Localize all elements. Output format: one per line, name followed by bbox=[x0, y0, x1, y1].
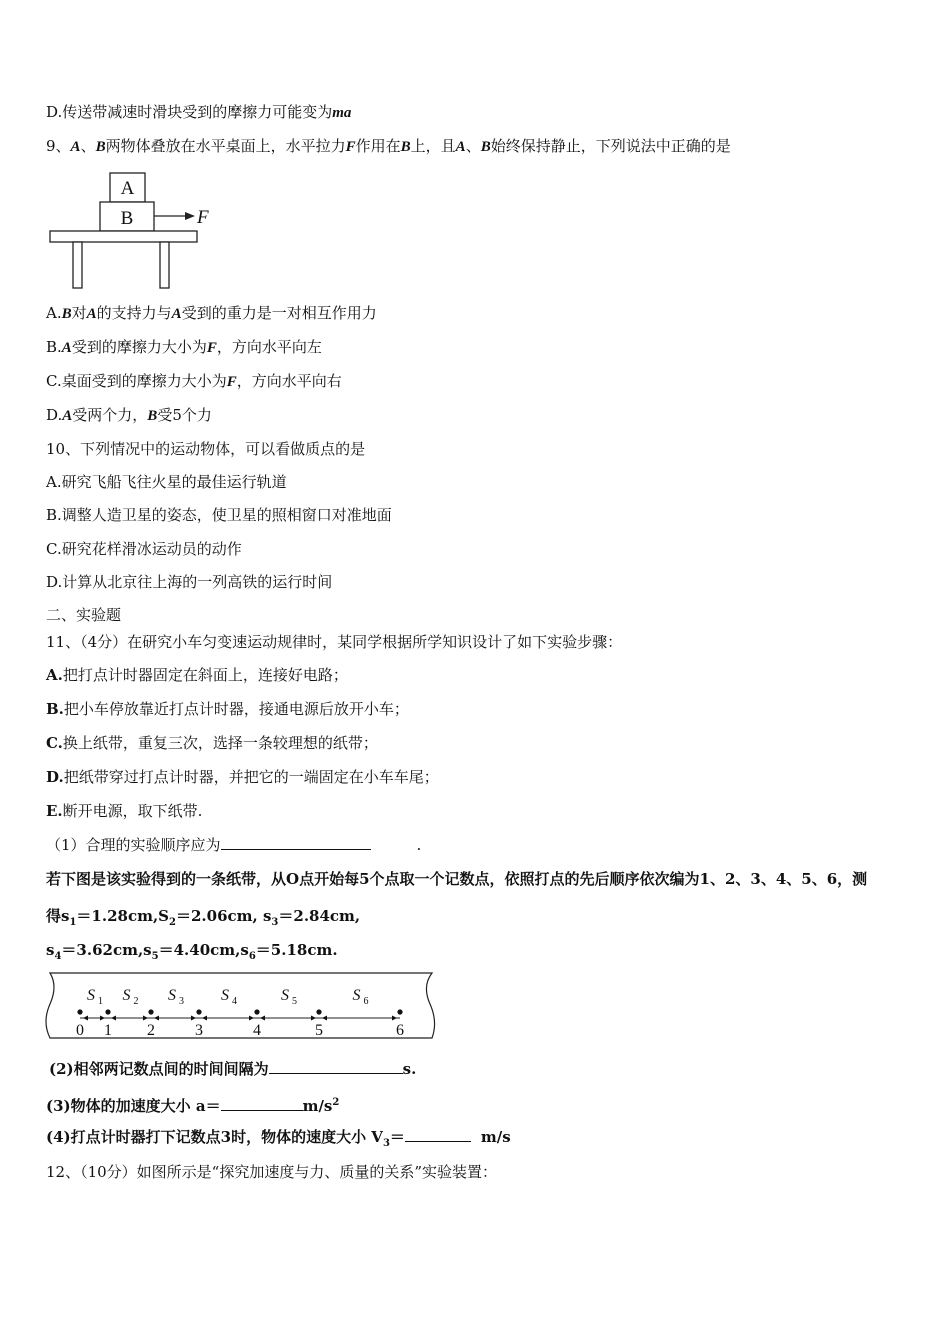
section-heading: 二、实验题 bbox=[46, 606, 122, 624]
q11-stem: 11、（4分）在研究小车匀变速运动规律时，某同学根据所学知识设计了如下实验步骤： bbox=[46, 633, 623, 651]
segment-label-sub-1: 1 bbox=[98, 996, 103, 1007]
q11-step-c: C.换上纸带，重复三次，选择一条较理想的纸带； bbox=[46, 734, 378, 752]
segment-label-sub-3: 3 bbox=[179, 996, 184, 1007]
force-arrowhead bbox=[185, 212, 195, 220]
q9-stem: 9、A、B两物体叠放在水平桌面上，水平拉力F作用在B上，且A、B始终保持静止，下列说法中正确的是 bbox=[46, 137, 731, 155]
q10-option-a: A.研究飞船飞往火星的最佳运行轨道 bbox=[46, 473, 287, 491]
paper-tape-figure bbox=[44, 970, 444, 1042]
tape-point-label-3: 3 bbox=[195, 1022, 203, 1039]
segment-label-4: S bbox=[221, 987, 229, 1004]
tape-dot-4 bbox=[254, 1009, 259, 1014]
tape-dot-6 bbox=[397, 1009, 402, 1014]
tape-dot-1 bbox=[105, 1009, 110, 1014]
tape-point-label-4: 4 bbox=[253, 1022, 261, 1039]
tape-point-label-1: 1 bbox=[104, 1022, 112, 1039]
q10-stem: 10、下列情况中的运动物体，可以看做质点的是 bbox=[46, 440, 366, 458]
tape-dot-5 bbox=[316, 1009, 321, 1014]
q11-step-b: B.把小车停放靠近打点计时器，接通电源后放开小车； bbox=[46, 700, 409, 718]
tape-point-label-5: 5 bbox=[315, 1022, 323, 1039]
segment-label-sub-4: 4 bbox=[232, 996, 237, 1007]
answer-blank-1[interactable] bbox=[221, 835, 371, 850]
q8-option-d: D.传送带减速时滑块受到的摩擦力可能变为ma bbox=[46, 103, 352, 121]
q10-option-b: B.调整人造卫星的姿态，使卫星的照相窗口对准地面 bbox=[46, 506, 392, 524]
block-a-label: A bbox=[120, 178, 135, 199]
segment-label-sub-2: 2 bbox=[133, 996, 139, 1007]
q11-step-e: E.断开电源，取下纸带. bbox=[46, 802, 203, 820]
q10-option-d: D.计算从北京往上海的一列高铁的运行时间 bbox=[46, 573, 333, 591]
segment-label-sub-6: 6 bbox=[363, 996, 369, 1007]
segment-label-2: S bbox=[122, 987, 131, 1004]
q9-option-b: B.A受到的摩擦力大小为F，方向水平向左 bbox=[46, 338, 322, 356]
segment-label-6: S bbox=[352, 987, 361, 1004]
q11-part2: (2)相邻两记数点间的时间间隔为 s. bbox=[49, 1060, 417, 1078]
answer-blank-2[interactable] bbox=[269, 1059, 403, 1074]
q10-option-c: C.研究花样滑冰运动员的动作 bbox=[46, 540, 242, 558]
q11-step-d: D.把纸带穿过打点计时器，并把它的一端固定在小车车尾； bbox=[46, 768, 439, 786]
table-top bbox=[50, 231, 197, 242]
segment-label-1: S bbox=[87, 987, 95, 1004]
tape-dot-0 bbox=[77, 1009, 82, 1014]
q11-measurements-2: $s_4=3.62cm,s_5=4.40cm,s_6=5.18cm$. bbox=[46, 941, 338, 962]
answer-blank-4[interactable] bbox=[405, 1127, 471, 1142]
q9-option-d: D.A受两个力，B受5个力 bbox=[46, 406, 212, 424]
tape-point-label-6: 6 bbox=[396, 1022, 404, 1039]
segment-label-sub-5: 5 bbox=[292, 996, 297, 1007]
table-leg-left bbox=[73, 242, 82, 288]
q11-measurements-1: 得$s_1=1.28cm,S_2=2.06cm$, $s_3=2.84cm$, bbox=[46, 907, 361, 928]
segment-label-5: S bbox=[281, 987, 289, 1004]
tape-point-label-0: 0 bbox=[76, 1022, 84, 1039]
tape-point-label-2: 2 bbox=[147, 1022, 155, 1039]
q11-part3: (3)物体的加速度大小 $a= m/s^2$ bbox=[46, 1097, 340, 1115]
force-label: F bbox=[197, 207, 209, 228]
answer-blank-3[interactable] bbox=[221, 1096, 303, 1111]
q11-step-a: A.把打点计时器固定在斜面上，连接好电路； bbox=[46, 666, 348, 684]
q9-option-a: A.B对A的支持力与A受到的重力是一对相互作用力 bbox=[46, 304, 377, 322]
q9-option-c: C.桌面受到的摩擦力大小为F，方向水平向右 bbox=[46, 372, 342, 390]
q11-description: 若下图是该实验得到的一条纸带，从O点开始每5个点取一个记数点，依照打点的先后顺序依次编为1、2、3、4、5、6，测 bbox=[46, 870, 868, 888]
q12-stem: 12、（10分）如图所示是“探究加速度与力、质量的关系”实验装置： bbox=[46, 1163, 498, 1181]
q11-part4: (4)打点计时器打下记数点3时，物体的速度大小 $V_3= m/s$ bbox=[46, 1128, 511, 1149]
tape-dot-3 bbox=[196, 1009, 201, 1014]
q9-figure bbox=[46, 168, 226, 294]
q11-part1: （1）合理的实验顺序应为 . bbox=[46, 836, 422, 854]
tape-dot-2 bbox=[148, 1009, 153, 1014]
block-b-label: B bbox=[120, 208, 134, 229]
table-leg-right bbox=[160, 242, 169, 288]
segment-label-3: S bbox=[168, 987, 176, 1004]
